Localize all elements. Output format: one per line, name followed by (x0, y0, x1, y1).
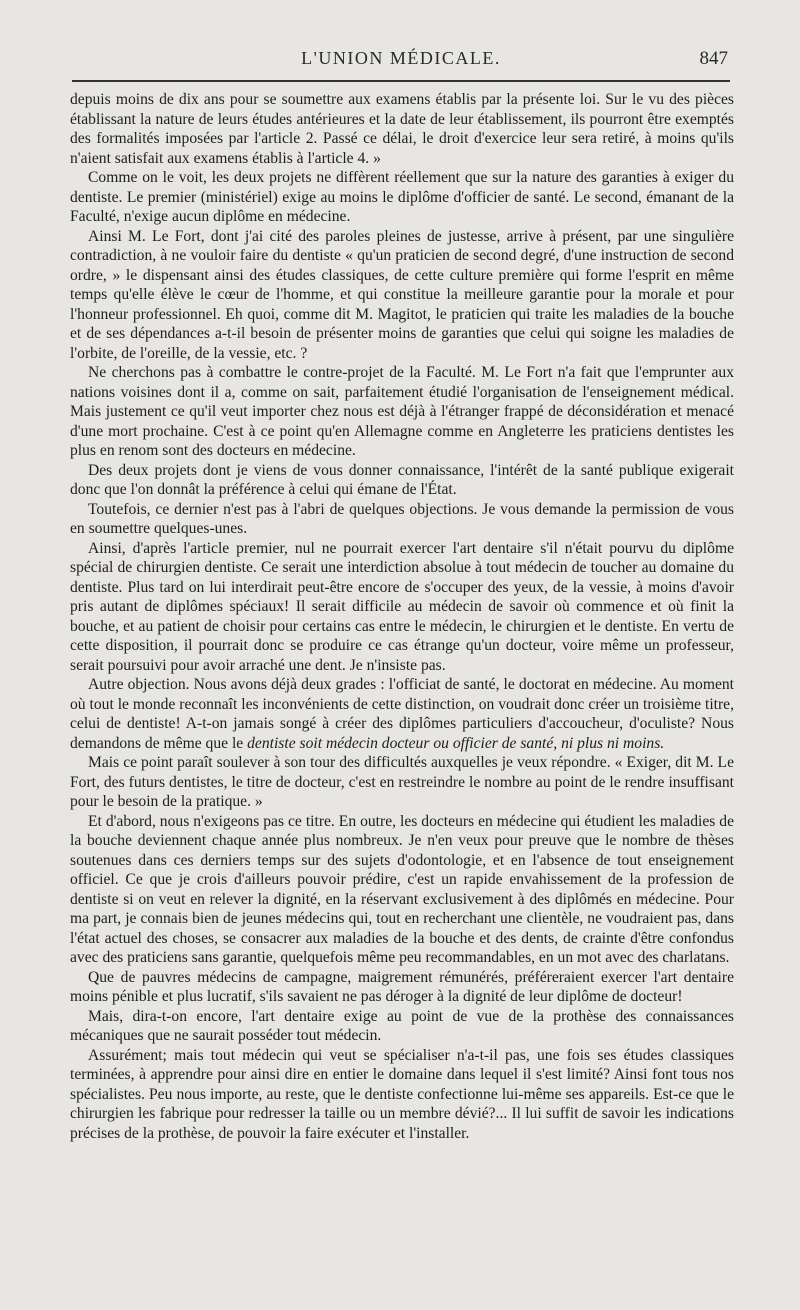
running-title: L'UNION MÉDICALE. (301, 48, 501, 68)
paragraph: Comme on le voit, les deux projets ne diffèrent réellement que sur la nature des garanties à exiger du dentiste. Le premier (ministériel) exige au moins le diplôme d'officier de santé. Le second, émanant de la Faculté, n'exige aucun diplôme en médecine. (70, 169, 734, 225)
article-body (70, 90, 734, 1143)
paragraph: Ainsi, d'après l'article premier, nul ne pourrait exercer l'art dentaire s'il n'était pourvu du diplôme spécial de chirurgien dentiste. Ce serait une interdiction absolue à tout médecin de toucher au domaine du dentiste. Plus tard on lui interdirait peut-être encore de s'occuper des yeux, de la vessie, à moins d'avoir pris autant de diplômes spéciaux! Il serait difficile au médecin de savoir où commence et où finit la bouche, et au patient de choisir pour certains cas entre le médecin, le chirurgien et le dentiste. En vertu de cette disposition, il pourrait donc se produire ce cas étrange qu'un docteur, voire même un professeur, serait poursuivi pour avoir arraché une dent. Je n'insiste pas. (70, 539, 734, 674)
emphasis-text: dentiste soit médecin docteur ou officier de santé, ni plus ni moins. (247, 734, 665, 752)
paragraph: Mais, dira-t-on encore, l'art dentaire exige au point de vue de la prothèse des connaissances mécaniques que ne saurait posséder tout médecin. (70, 1007, 734, 1044)
paragraph: Des deux projets dont je viens de vous donner connaissance, l'intérêt de la santé publique exigerait donc que l'on donnât la préférence à celui qui émane de l'État. (70, 461, 734, 498)
paragraph: Assurément; mais tout médecin qui veut se spécialiser n'a-t-il pas, une fois ses études classiques terminées, à apprendre pour ainsi dire en entier le domaine dans lequel il s'est limité? Ainsi font tous nos spécialistes. Peu nous importe, au reste, que le dentiste confectionne lui-même ses appareils. Est-ce que le chirurgien les fabrique pour redresser la taille ou un membre dévié?... Il lui suffit de savoir les indications précises de la prothèse, de pouvoir la faire exécuter et l'installer. (70, 1046, 734, 1142)
paragraph: Ainsi M. Le Fort, dont j'ai cité des paroles pleines de justesse, arrive à présent, par une singulière contradiction, à ne vouloir faire du dentiste « qu'un praticien de second degré, d'une instruction de second ordre, » le dispensant ainsi des études classiques, de cette culture première qui forme l'esprit en même temps qu'elle élève le cœur de l'homme, et qui constitue la meilleure garantie pour la morale et pour l'honneur professionnel. Eh quoi, comme dit M. Magitot, le praticien qui traite les maladies de la bouche et de ses dépendances a-t-il besoin de présenter moins de garanties que celui qui soigne les maladies de l'orbite, de l'oreille, de la vessie, etc. ? (70, 227, 734, 362)
page-header (70, 44, 732, 74)
paragraph: depuis moins de dix ans pour se soumettre aux examens établis par la présente loi. Sur le vu des pièces établissant la nature de leurs études antérieures et la date de leur établissement, ils pourront être exemptés des formalités imposées par l'article 2. Passé ce délai, le droit d'exercice leur sera retiré, à moins qu'ils n'aient satisfait aux examens établis à l'article 4. » (70, 91, 734, 167)
paragraph: Mais ce point paraît soulever à son tour des difficultés auxquelles je veux répondre. « Exiger, dit M. Le Fort, des futurs dentistes, le titre de docteur, c'est en restreindre le nombre au point de le rendre insuffisant pour le besoin de la pratique. » (70, 754, 734, 810)
page-number: 847 (699, 48, 728, 69)
paragraph-text: Autre objection. Nous avons déjà deux grades : l'officiat de santé, le doctorat en médecine. Au moment où tout le monde reconnaît les inconvénients de cette distinction, on voudrait donc créer un troisième titre, celui de dentiste! A-t-on jamais songé à créer des diplômes particuliers d'accoucheur, d'oculiste? Nous demandons de même que le (70, 676, 734, 752)
paragraph: Toutefois, ce dernier n'est pas à l'abri de quelques objections. Je vous demande la permission de vous en soumettre quelques-unes. (70, 500, 734, 537)
paragraph: Que de pauvres médecins de campagne, maigrement rémunérés, préféreraient exercer l'art dentaire moins pénible et plus lucratif, s'ils savaient ne pas déroger à la dignité de leur diplôme de docteur! (70, 968, 734, 1005)
header-rule (72, 80, 730, 82)
paragraph (70, 675, 734, 753)
paragraph: Ne cherchons pas à combattre le contre-projet de la Faculté. M. Le Fort n'a fait que l'emprunter aux nations voisines dont il a, comme on sait, parfaitement étudié l'organisation de l'enseignement médical. Mais justement ce qu'il veut importer chez nous est déjà à l'étranger frappé de déconsidération et menacé d'une mort prochaine. C'est à ce point qu'en Allemagne comme en Angleterre les praticiens dentistes les plus en renom sont des docteurs en médecine. (70, 364, 734, 459)
paragraph: Et d'abord, nous n'exigeons pas ce titre. En outre, les docteurs en médecine qui étudient les maladies de la bouche deviennent chaque année plus nombreux. Je n'en veux pour preuve que le nombre de thèses soutenues dans ces derniers temps sur des sujets d'odontologie, et en l'absence de tout enseignement officiel. Ce que je crois d'ailleurs pouvoir prédire, c'est un rapide envahissement de la profession de dentiste si on veut en relever la dignité, en la réservant exclusivement à des diplômés en médecine. Pour ma part, je connais bien de jeunes médecins qui, tout en recherchant une clientèle, ne voudraient pas, dans l'état actuel des choses, se consacrer aux maladies de la bouche et des dents, de crainte d'être confondus avec des praticiens sans garantie, quelquefois même peu recommandables, en un mot avec des charlatans. (70, 812, 734, 966)
